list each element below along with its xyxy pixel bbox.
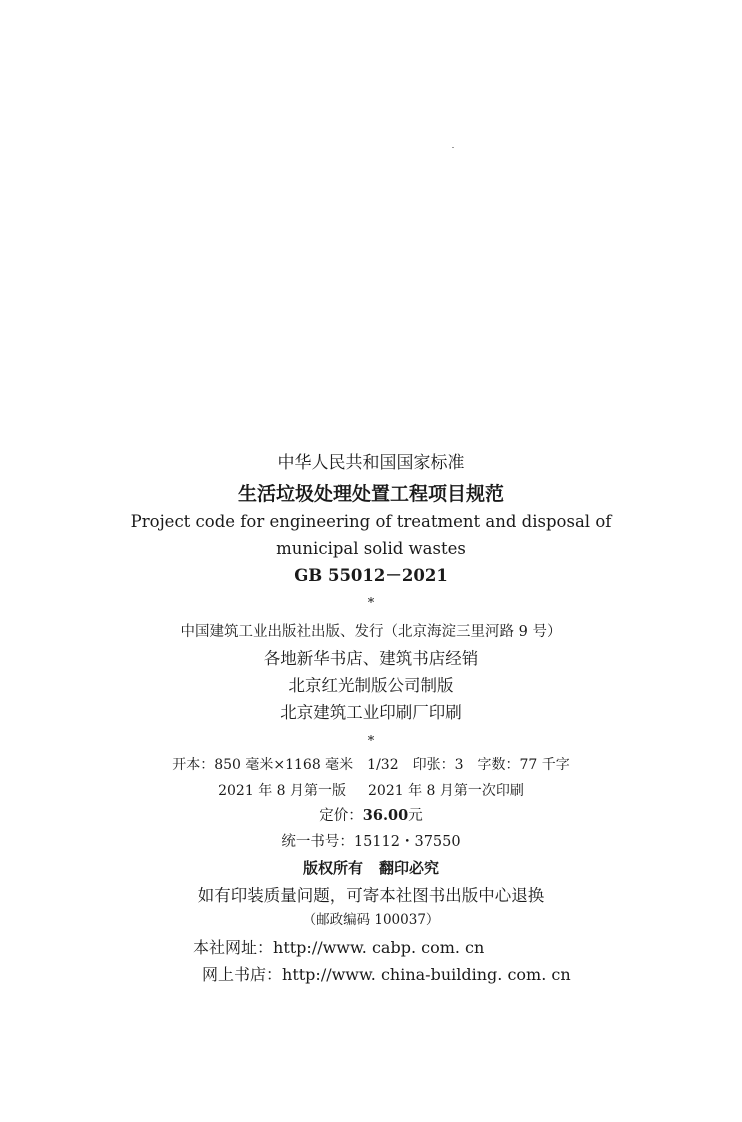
book-specs-line: 开本：850 毫米×1168 毫米 1/32 印张：3 字数：77 千字 [172,757,570,773]
price-label: 定价： [319,808,363,824]
distributor-line: 各地新华书店、建筑书店经销 [263,649,479,668]
website-label: 本社网址： [193,938,274,957]
title-english-line2: municipal solid wastes [276,539,466,558]
price-value: 36.00 [362,807,409,824]
separator-star-2: * [367,734,375,749]
return-notice: 如有印装质量问题，可寄本社图书出版中心退换 [197,886,545,905]
copyright-no-reprint: 翻印必究 [379,859,440,877]
website-row [193,940,484,956]
price-row [0,809,742,824]
copyright-reserved: 版权所有 [302,859,363,877]
online-store-url[interactable]: http://www. china-building. com. cn [282,965,571,984]
edition-row [0,784,742,798]
title-english-line1: Project code for engineering of treatment and disposal of [130,512,612,531]
printer-line: 北京建筑工业印刷厂印刷 [280,703,462,722]
isbn-line: 统一书号：15112・37550 [281,834,461,850]
publisher-line: 中国建筑工业出版社出版、发行（北京海淀三里河路 9 号） [180,624,562,640]
edition-text: 2021 年 8 月第一版 [218,783,346,799]
typesetter-line: 北京红光制版公司制版 [288,676,454,695]
online-store-label: 网上书店： [202,965,283,984]
printing-text: 2021 年 8 月第一次印刷 [368,783,524,799]
title-chinese: 生活垃圾处理处置工程项目规范 [237,483,504,505]
price-unit: 元 [408,808,423,824]
scan-speck [452,147,454,148]
separator-star-1: * [367,596,375,611]
online-store-row [202,967,571,983]
copyright-row [0,861,742,876]
standard-type: 中华人民共和国国家标准 [277,453,465,473]
standard-number: GB 55012－2021 [294,566,448,585]
postcode-line: （邮政编码 100037） [302,912,440,928]
website-url[interactable]: http://www. cabp. com. cn [273,938,485,957]
